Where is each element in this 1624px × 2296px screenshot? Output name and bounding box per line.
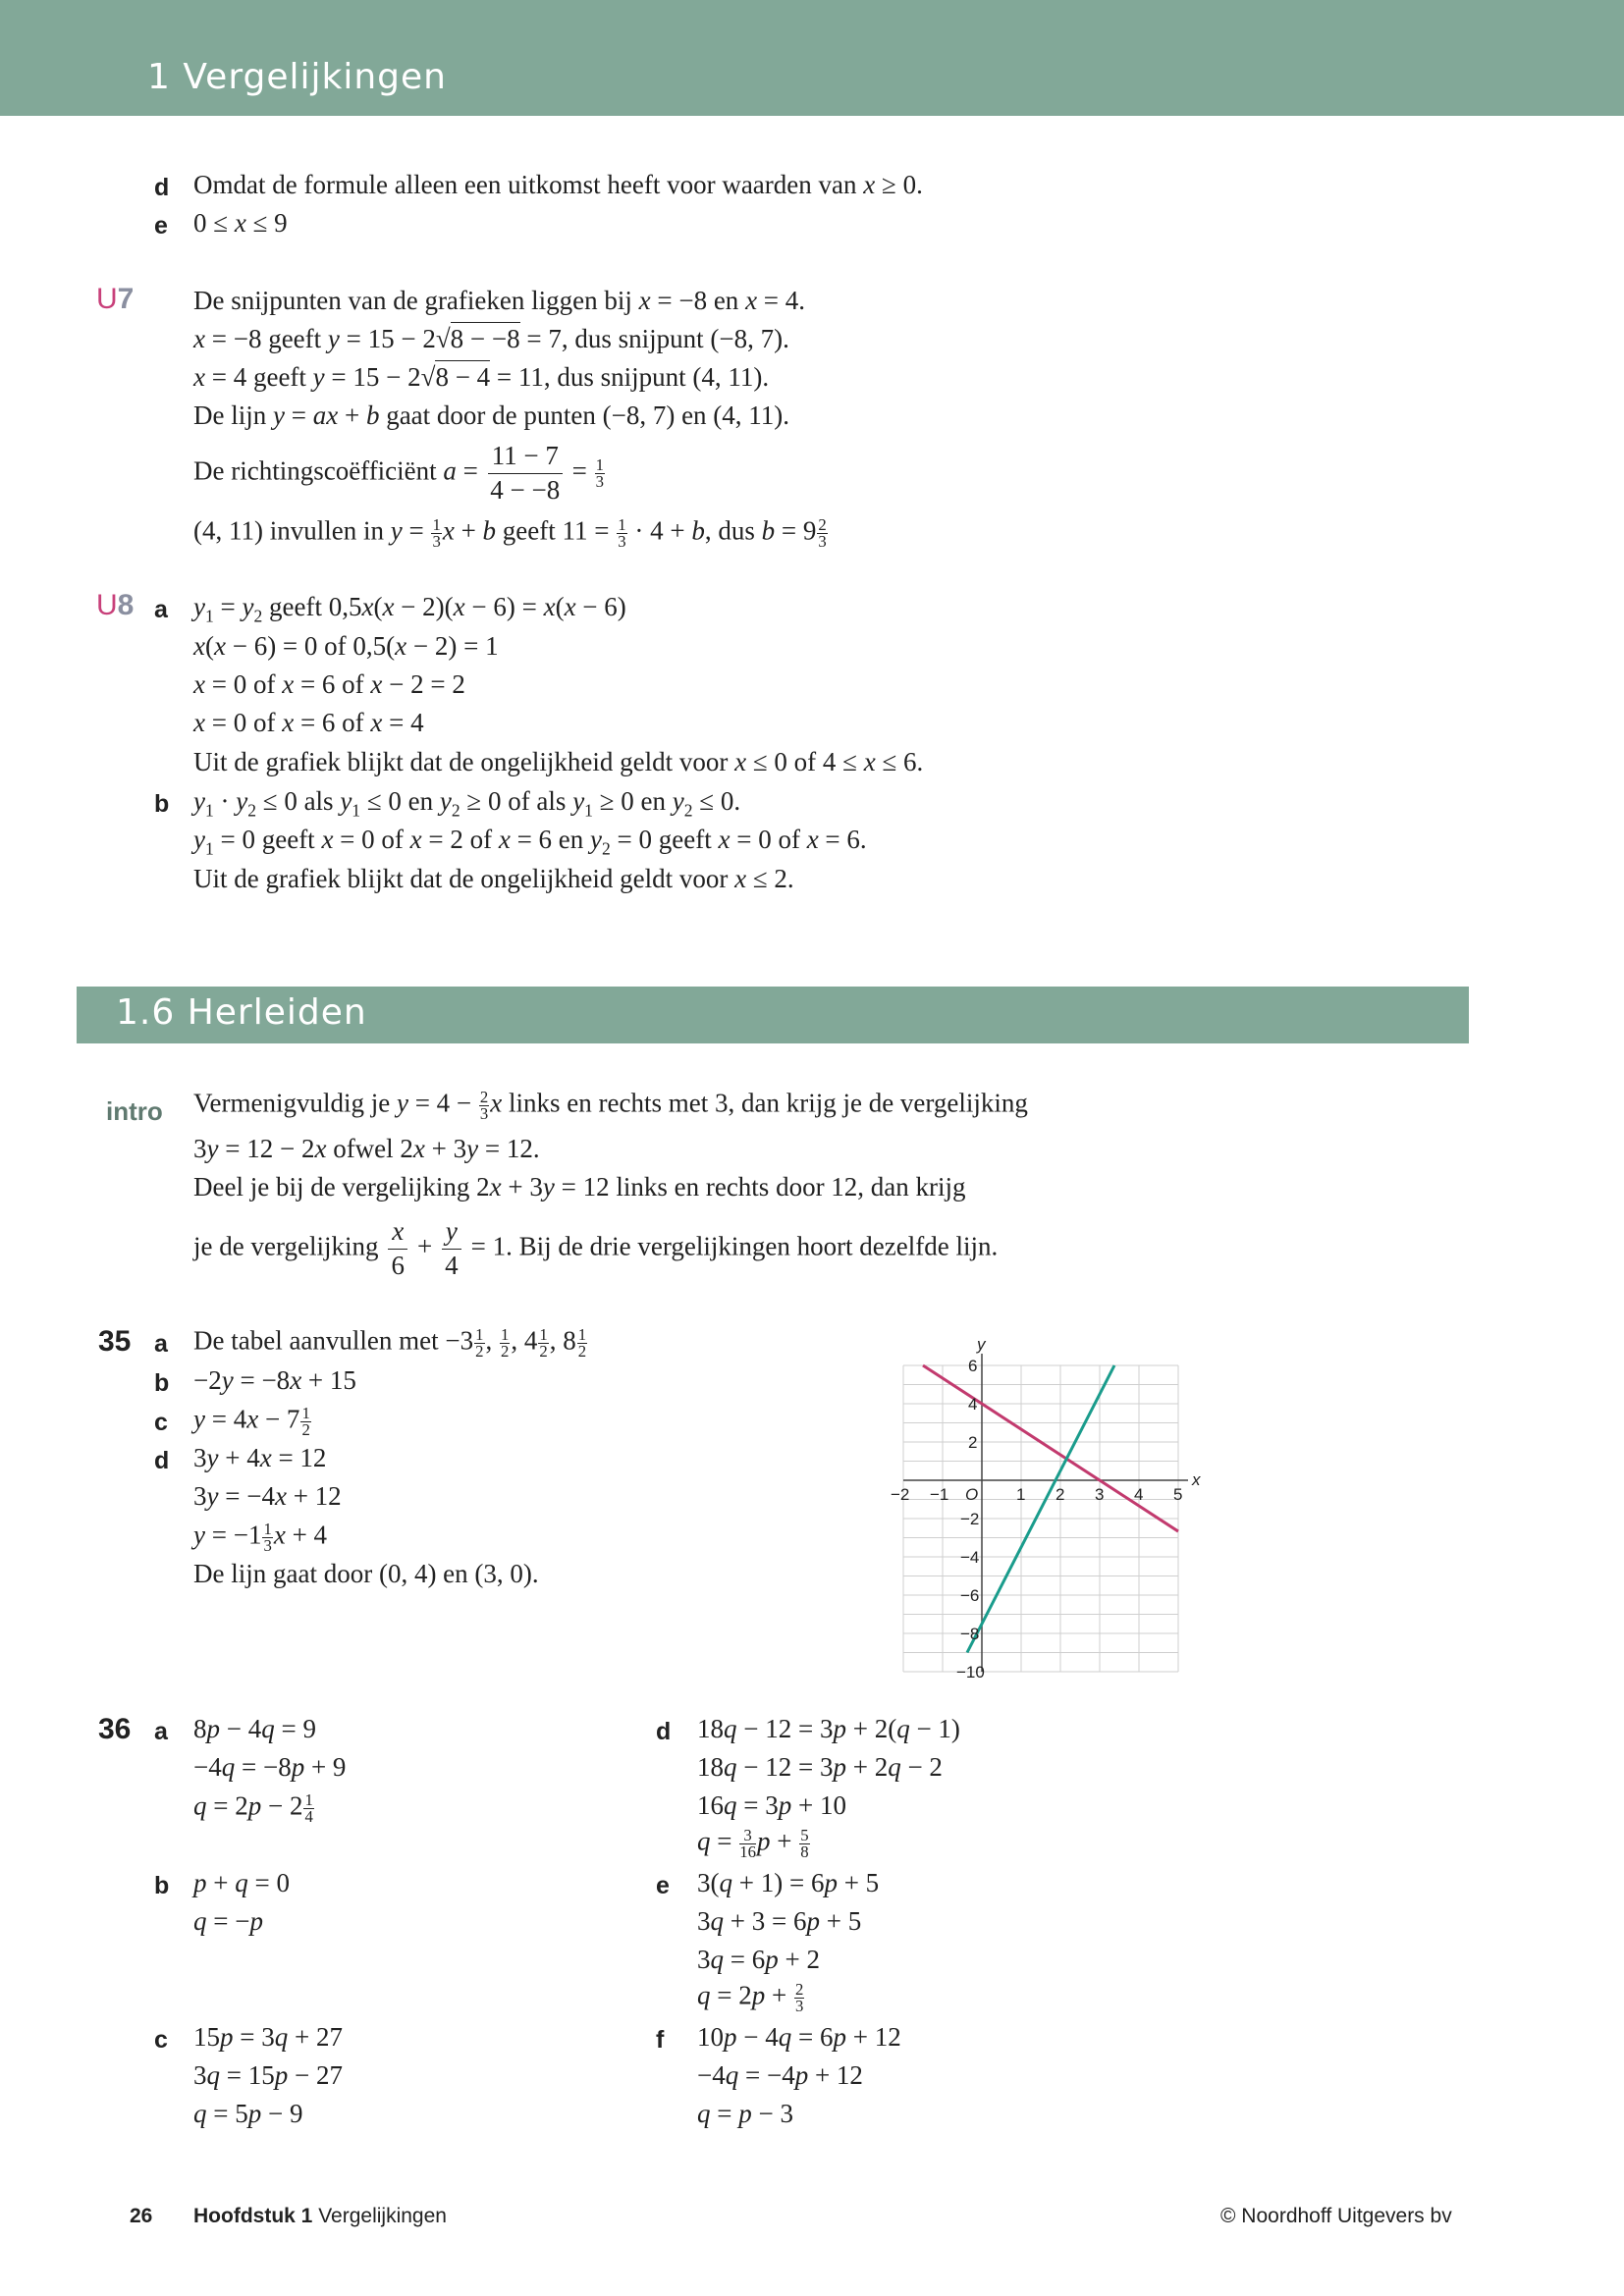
y-tick-label: 4 bbox=[968, 1395, 978, 1414]
answer-label-e: e bbox=[154, 212, 168, 240]
answer-text: −2y = −8x + 15 bbox=[193, 1365, 356, 1395]
x-tick-label: 1 bbox=[1016, 1485, 1026, 1504]
exercise-number-u8: U8 bbox=[96, 589, 135, 621]
answer-label-d: d bbox=[154, 1447, 170, 1474]
answer-text: p + q = 0 bbox=[193, 1868, 290, 1897]
answer-label-c: c bbox=[154, 1409, 168, 1436]
answer-text: y = −1 $\frac{1}{3}$ x + 4 bbox=[193, 1520, 328, 1555]
chart-grid bbox=[903, 1365, 1178, 1672]
answer-text: De lijn y = ax + b gaat door de punten (−8, 7) en (4, 11). bbox=[193, 400, 790, 430]
page-number: 26 bbox=[130, 2205, 153, 2227]
answer-text: q = $\frac{3}{16}$ p + $\frac{5}{8}$ bbox=[697, 1826, 809, 1861]
answer-text: $y_1 \cdot y_2 \le 0$ als $y_1 \le 0$ en $y_2 \ge 0$ of als $y_1 \ge 0$ en $y_2 \le 0$. bbox=[193, 786, 741, 821]
y-tick-label: −4 bbox=[960, 1548, 980, 1567]
answer-text: Omdat de formule alleen een uitkomst heeft voor waarden van x ≥ 0. bbox=[193, 170, 923, 199]
answer-text: x = 0 of x = 6 of x − 2 = 2 bbox=[193, 669, 465, 699]
answer-text: De snijpunten van de grafieken liggen bij x = −8 en x = 4. bbox=[193, 286, 806, 315]
answer-text: De richtingscoëfficiënt a = $\frac{11 - 7}{4 - -8}$ = $\frac{1}{3}$ bbox=[193, 441, 604, 505]
answer-label-f: f bbox=[656, 2026, 665, 2054]
answer-text: De tabel aanvullen met −3 $\frac{1}{2}$ , $\frac{1}{2}$ , 4 $\frac{1}{2}$ , 8 $\frac{1}{2}$ bbox=[193, 1325, 587, 1361]
answer-text: Uit de grafiek blijkt dat de ongelijkheid geldt voor x ≤ 2. bbox=[193, 864, 794, 893]
answer-text: q = 2p − 2 $\frac{1}{4}$ bbox=[193, 1790, 313, 1826]
x-tick-label: 5 bbox=[1173, 1485, 1183, 1504]
answer-text: x = 0 of x = 6 of x = 4 bbox=[193, 708, 424, 737]
answer-text: 3(q + 1) = 6p + 5 bbox=[697, 1868, 880, 1897]
answer-text: 10p − 4q = 6p + 12 bbox=[697, 2022, 901, 2052]
answer-text: q = 5p − 9 bbox=[193, 2099, 303, 2128]
answer-text: 18q − 12 = 3p + 2q − 2 bbox=[697, 1752, 943, 1782]
x-tick-label: −2 bbox=[891, 1485, 910, 1504]
y-tick-label: −2 bbox=[960, 1510, 980, 1528]
answer-text: $y_1 = y_2$ geeft 0,5x(x − 2)(x − 6) = x(x − 6) bbox=[193, 592, 626, 626]
intro-label: intro bbox=[106, 1096, 163, 1126]
answer-text: 3y = 12 − 2x ofwel 2x + 3y = 12. bbox=[193, 1134, 540, 1163]
answer-text: x = −8 geeft y = 15 − 2√8 − −8 = 7, dus snijpunt (−8, 7). bbox=[193, 324, 789, 353]
answer-label-b: b bbox=[154, 1369, 170, 1397]
answer-text: Vermenigvuldig je y = 4 − $\frac{2}{3}$ x links en rechts met 3, dan krijg je de vergelijking bbox=[193, 1088, 1028, 1123]
answer-label-a: a bbox=[154, 1718, 168, 1745]
x-tick-label: 3 bbox=[1095, 1485, 1105, 1504]
answer-label-d: d bbox=[656, 1718, 672, 1745]
x-tick-label: 4 bbox=[1134, 1485, 1144, 1504]
answer-label-a: a bbox=[154, 596, 168, 623]
answer-label-c: c bbox=[154, 2026, 168, 2054]
x-tick-label: −1 bbox=[930, 1485, 949, 1504]
y-tick-label: −6 bbox=[960, 1586, 980, 1605]
answer-text: Uit de grafiek blijkt dat de ongelijkheid geldt voor x ≤ 0 of 4 ≤ x ≤ 6. bbox=[193, 747, 924, 776]
exercise-number-36: 36 bbox=[98, 1713, 132, 1745]
answer-text: (4, 11) invullen in y = $\frac{1}{3}$ x + b geeft 11 = $\frac{1}{3}$ · 4 + b, dus b = 9 $\frac{2}{3}$ bbox=[193, 515, 827, 551]
series-line bbox=[923, 1365, 1178, 1531]
chapter-title: 1 Vergelijkingen bbox=[147, 57, 447, 97]
answer-text: q = −p bbox=[193, 1906, 263, 1936]
answer-label-e: e bbox=[656, 1872, 670, 1899]
answer-text: 0 ≤ x ≤ 9 bbox=[193, 208, 288, 238]
answer-text: −4q = −4p + 12 bbox=[697, 2060, 863, 2090]
exercise-number-35: 35 bbox=[98, 1325, 132, 1358]
exercise-number-u7: U7 bbox=[96, 283, 135, 315]
answer-label-d: d bbox=[154, 174, 170, 201]
footer-chapter: Hoofdstuk 1 Vergelijkingen bbox=[193, 2205, 447, 2227]
answer-text: 3q = 15p − 27 bbox=[193, 2060, 343, 2090]
x-axis-label: x bbox=[1192, 1470, 1201, 1489]
x-tick-label: O bbox=[965, 1485, 979, 1504]
chart-svg bbox=[889, 1335, 1203, 1688]
answer-label-a: a bbox=[154, 1330, 168, 1358]
answer-text: 3q + 3 = 6p + 5 bbox=[697, 1906, 862, 1936]
x-tick-label: 2 bbox=[1056, 1485, 1065, 1504]
answer-text: q = 2p + $\frac{2}{3}$ bbox=[697, 1980, 804, 2015]
y-tick-label: 2 bbox=[968, 1433, 978, 1452]
answer-text: 8p − 4q = 9 bbox=[193, 1714, 316, 1743]
answer-text: $y_1 = 0$ geeft x = 0 of x = 2 of x = 6 en $y_2 = 0$ geeft x = 0 of x = 6. bbox=[193, 825, 867, 859]
answer-text: De lijn gaat door (0, 4) en (3, 0). bbox=[193, 1559, 539, 1588]
answer-text: x = 4 geeft y = 15 − 2√8 − 4 = 11, dus snijpunt (4, 11). bbox=[193, 362, 770, 392]
y-axis-label: y bbox=[977, 1335, 986, 1354]
answer-text: −4q = −8p + 9 bbox=[193, 1752, 347, 1782]
section-title: 1.6 Herleiden bbox=[116, 992, 367, 1033]
answer-text: 16q = 3p + 10 bbox=[697, 1790, 846, 1820]
answer-text: 15p = 3q + 27 bbox=[193, 2022, 343, 2052]
answer-text: 3q = 6p + 2 bbox=[697, 1945, 820, 1974]
answer-text: y = 4x − 7 $\frac{1}{2}$ bbox=[193, 1404, 310, 1439]
answer-text: x(x − 6) = 0 of 0,5(x − 2) = 1 bbox=[193, 631, 499, 661]
graph-35 bbox=[889, 1335, 1203, 1688]
answer-text: 3y + 4x = 12 bbox=[193, 1443, 327, 1472]
answer-text: q = p − 3 bbox=[697, 2099, 793, 2128]
answer-label-b: b bbox=[154, 1872, 170, 1899]
y-tick-label: 6 bbox=[968, 1357, 978, 1375]
copyright: © Noordhoff Uitgevers bv bbox=[1220, 2205, 1452, 2227]
y-tick-label: −8 bbox=[960, 1625, 980, 1643]
answer-text: 18q − 12 = 3p + 2(q − 1) bbox=[697, 1714, 960, 1743]
answer-text: Deel je bij de vergelijking 2x + 3y = 12 links en rechts door 12, dan krijg bbox=[193, 1172, 966, 1201]
answer-text: je de vergelijking $\frac{x}{6}$ + $\frac{y}{4}$ = 1. Bij de drie vergelijkingen hoort dezelfde lijn. bbox=[193, 1216, 999, 1280]
answer-label-b: b bbox=[154, 790, 170, 818]
y-tick-label: −10 bbox=[956, 1663, 985, 1682]
answer-text: 3y = −4x + 12 bbox=[193, 1481, 342, 1511]
